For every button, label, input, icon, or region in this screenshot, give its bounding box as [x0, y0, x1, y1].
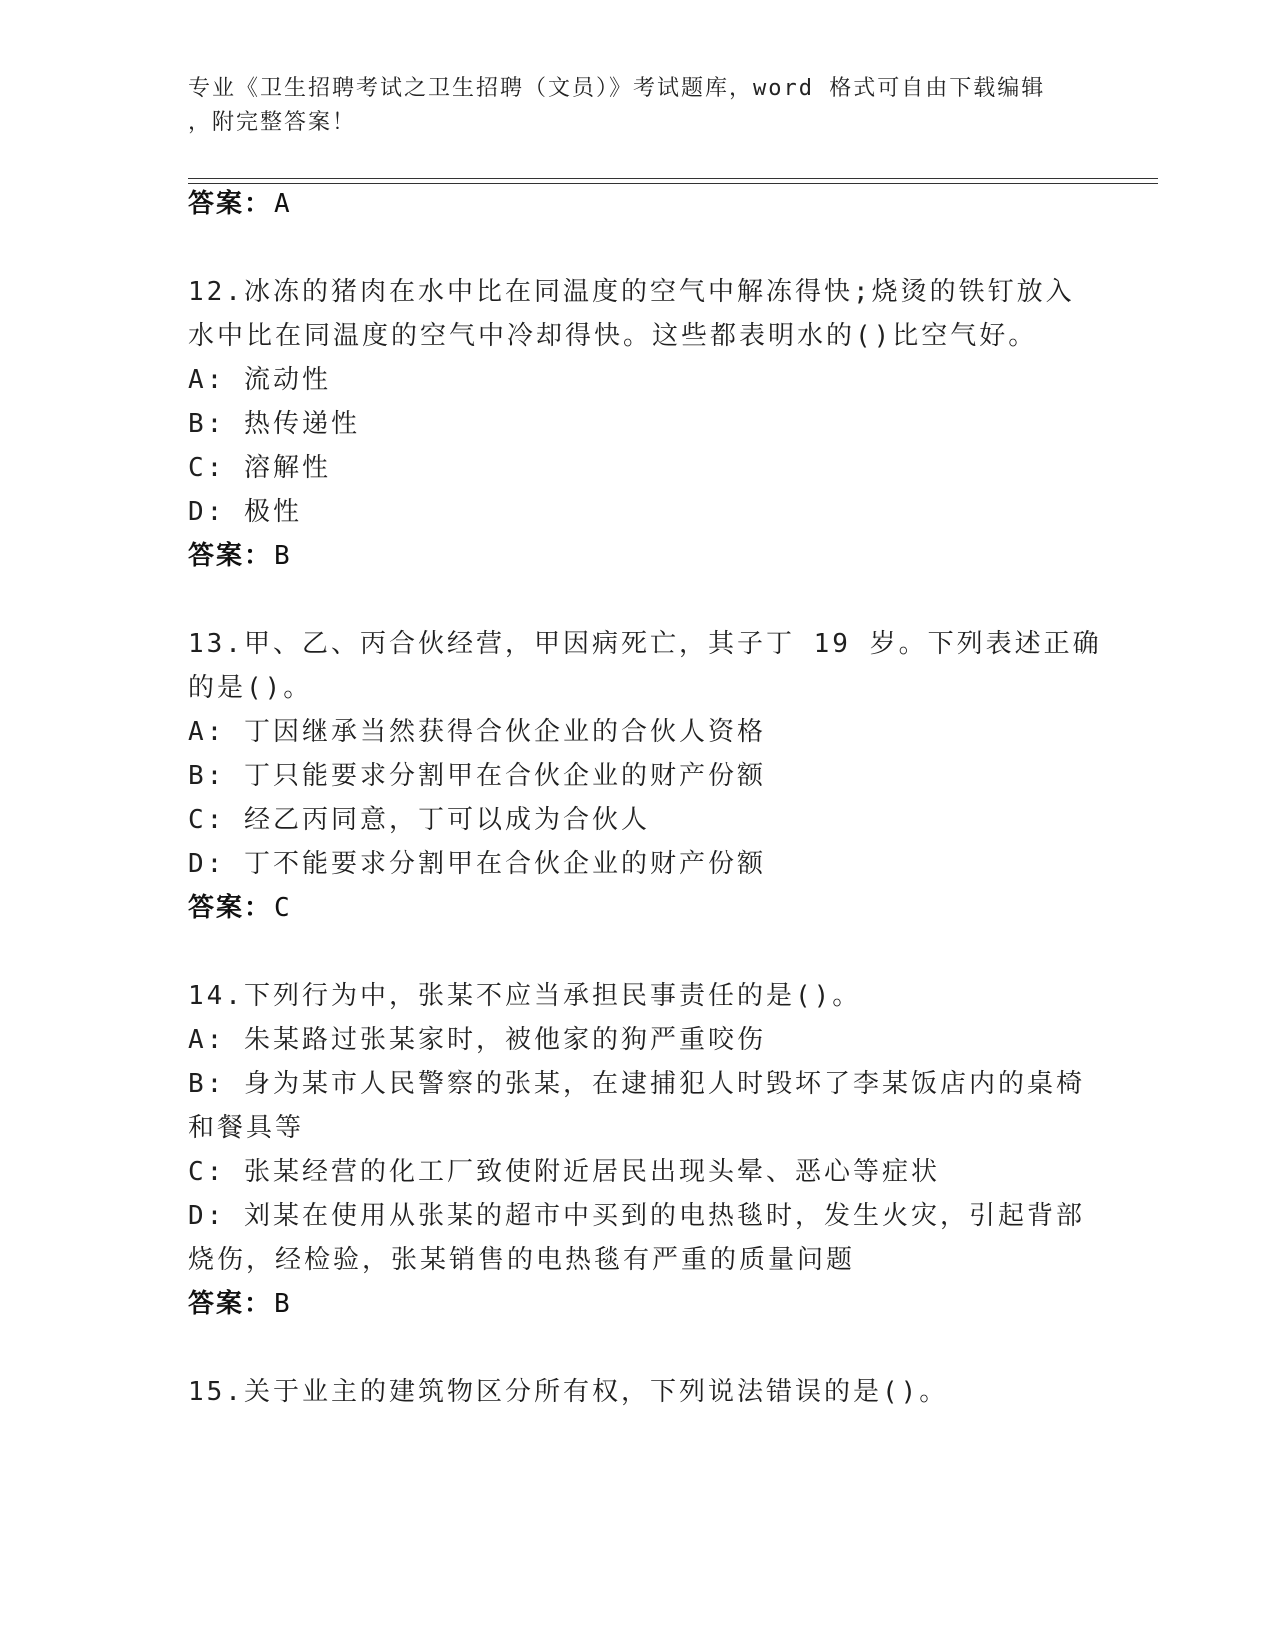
question-12-option-c: C: 溶解性	[188, 453, 331, 483]
question-15-stem-line: 15.关于业主的建筑物区分所有权，下列说法错误的是()。	[188, 1377, 949, 1407]
answer-line	[188, 890, 292, 926]
question-14-option-a: A: 朱某路过张某家时，被他家的狗严重咬伤	[188, 1025, 766, 1055]
answer-line	[188, 186, 292, 222]
answer-label: 答案：	[188, 541, 273, 571]
answer-label: 答案：	[188, 1289, 273, 1319]
question-12-stem-line: 水中比在同温度的空气中冷却得快。这些都表明水的()比空气好。	[188, 321, 1038, 351]
header-line-2: ，附完整答案！	[188, 110, 357, 135]
question-12-stem-line: 12.冰冻的猪肉在水中比在同温度的空气中解冻得快;烧烫的铁钉放入	[188, 277, 1075, 307]
answer-label: 答案：	[188, 189, 273, 219]
question-13-stem-line: 13.甲、乙、丙合伙经营，甲因病死亡，其子丁 19 岁。下列表述正确	[188, 629, 1102, 659]
question-14-stem-line: 14.下列行为中，张某不应当承担民事责任的是()。	[188, 981, 862, 1011]
question-13-option-c: C: 经乙丙同意，丁可以成为合伙人	[188, 805, 650, 835]
answer-line	[188, 538, 292, 574]
answer-value: C	[274, 893, 292, 923]
header-line-1: 专业《卫生招聘考试之卫生招聘（文员）》考试题库，word 格式可自由下载编辑	[188, 76, 1046, 101]
answer-value: B	[274, 1289, 292, 1319]
question-13-stem-line: 的是()。	[188, 673, 313, 703]
answer-label: 答案：	[188, 893, 273, 923]
question-14-option-b: B: 身为某市人民警察的张某，在逮捕犯人时毁坏了李某饭店内的桌椅	[188, 1069, 1085, 1099]
header-double-rule	[188, 178, 1158, 184]
answer-line	[188, 1286, 292, 1322]
question-14-option-d: D: 刘某在使用从张某的超市中买到的电热毯时，发生火灾，引起背部	[188, 1201, 1085, 1231]
question-12-option-d: D: 极性	[188, 497, 302, 527]
question-12-option-a: A: 流动性	[188, 365, 331, 395]
question-14-option-d-cont: 烧伤，经检验，张某销售的电热毯有严重的质量问题	[188, 1245, 856, 1275]
answer-value: B	[274, 541, 292, 571]
question-13-option-d: D: 丁不能要求分割甲在合伙企业的财产份额	[188, 849, 766, 879]
answer-value: A	[274, 189, 292, 219]
question-12-option-b: B: 热传递性	[188, 409, 360, 439]
question-13-option-b: B: 丁只能要求分割甲在合伙企业的财产份额	[188, 761, 766, 791]
document-header	[188, 72, 1088, 140]
question-13-option-a: A: 丁因继承当然获得合伙企业的合伙人资格	[188, 717, 766, 747]
question-14-option-b-cont: 和餐具等	[188, 1113, 305, 1143]
question-14-option-c: C: 张某经营的化工厂致使附近居民出现头晕、恶心等症状	[188, 1157, 940, 1187]
